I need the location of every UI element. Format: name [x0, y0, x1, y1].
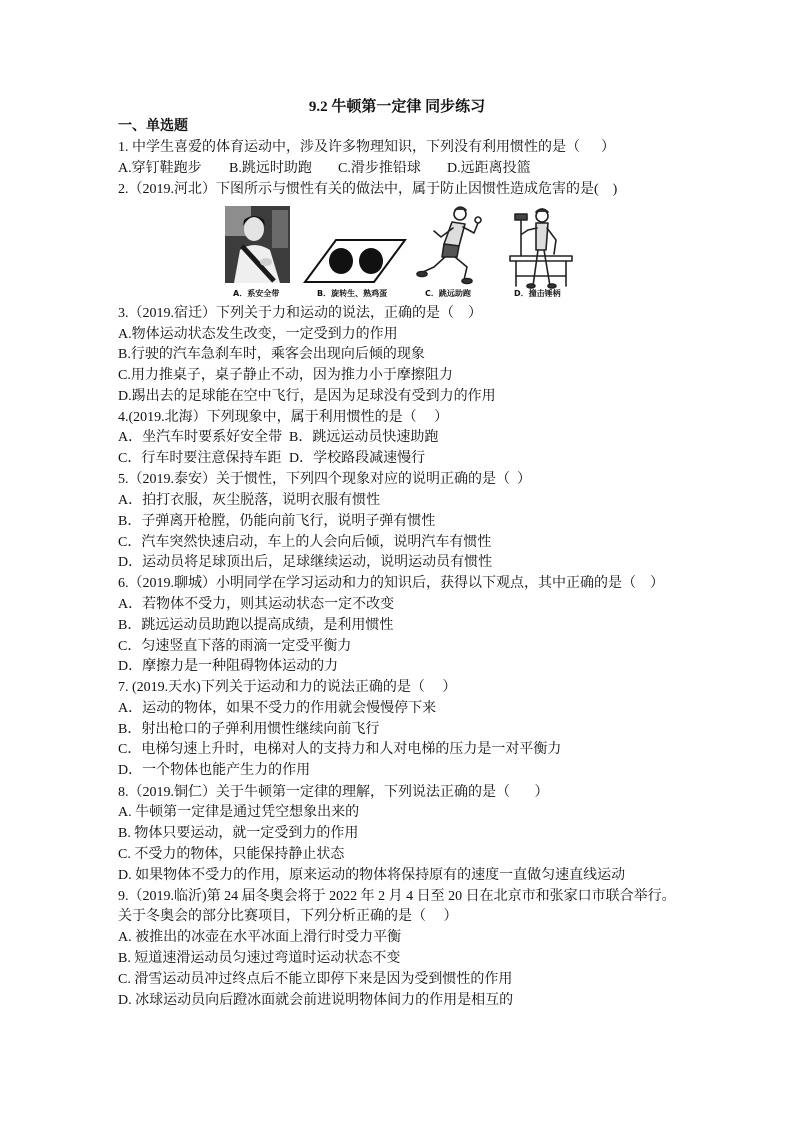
- question-1-option-a: A.穿钉鞋跑步: [118, 161, 202, 176]
- question-9-option-c: C. 滑雪运动员冲过终点后不能立即停下来是因为受到惯性的作用: [118, 972, 513, 987]
- question-7-option-c: C．电梯匀速上升时，电梯对人的支持力和人对电梯的压力是一对平衡力: [118, 742, 562, 757]
- question-8-stem: 8.（2019.铜仁）关于牛顿第一定律的理解，下列说法正确的是（ ）: [118, 785, 549, 800]
- question-5-option-a: A．拍打衣服，灰尘脱落，说明衣服有惯性: [118, 493, 381, 508]
- question-1-option-c: C.滑步推铅球: [338, 161, 421, 176]
- figure-c-caption: C．跳远助跑: [425, 289, 471, 298]
- question-6-stem: 6.（2019.聊城）小明同学在学习运动和力的知识后，获得以下观点，其中正确的是（ ）: [118, 576, 664, 591]
- question-3-option-c: C.用力推桌子，桌子静止不动，因为推力小于摩擦阻力: [118, 368, 453, 383]
- question-8-option-a: A. 牛顿第一定律是通过凭空想象出来的: [118, 805, 360, 820]
- question-7-stem: 7. (2019.天水)下列关于运动和力的说法正确的是（ ）: [118, 680, 457, 695]
- question-4-stem: 4.(2019.北海）下列现象中，属于利用惯性的是（ ）: [118, 410, 449, 425]
- section-title: 一、单选题: [118, 119, 188, 134]
- figure-b-caption: B．旋转生、熟鸡蛋: [317, 289, 388, 298]
- question-1-stem: 1. 中学生喜爱的体育运动中，涉及许多物理知识，下列没有利用惯性的是（ ）: [118, 140, 615, 155]
- question-8-option-d: D. 如果物体不受力的作用，原来运动的物体将保持原有的速度一直做匀速直线运动: [118, 868, 626, 883]
- long-jump-runner-illustration: [417, 207, 481, 284]
- question-7-option-a: A．运动的物体，如果不受力的作用就会慢慢停下来: [118, 701, 437, 716]
- question-4-option-b: B．跳远运动员快速助跑: [289, 430, 439, 445]
- question-5-option-d: D．运动员将足球顶出后，足球继续运动，说明运动员有惯性: [118, 555, 493, 570]
- question-9-option-d: D. 冰球运动员向后蹬冰面就会前进说明物体间力的作用是相互的: [118, 993, 514, 1008]
- question-8-option-c: C. 不受力的物体，只能保持静止状态: [118, 847, 345, 862]
- question-5-option-c: C．汽车突然快速启动，车上的人会向后倾，说明汽车有惯性: [118, 535, 492, 550]
- question-3-option-d: D.踢出去的足球能在空中飞行，是因为足球没有受到力的作用: [118, 389, 496, 404]
- question-4-option-a: A．坐汽车时要系好安全带: [118, 430, 283, 445]
- question-9-stem: 9.（2019.临沂)第 24 届冬奥会将于 2022 年 2 月 4 日至 20 日在北京市和张家口市联合举行。: [118, 889, 676, 904]
- question-7-option-b: B．射出枪口的子弹利用惯性继续向前飞行: [118, 722, 380, 737]
- question-6-option-b: B．跳远运动员助跑以提高成绩，是利用惯性: [118, 618, 394, 633]
- question-4-option-c: C．行车时要注意保持车距: [118, 451, 282, 466]
- question-6-option-a: A．若物体不受力，则其运动状态一定不改变: [118, 597, 395, 612]
- question-4-option-d: D．学校路段减速慢行: [289, 451, 426, 466]
- question-5-option-b: B．子弹离开枪膛，仍能向前飞行，说明子弹有惯性: [118, 514, 436, 529]
- question-9-stem-continued: 关于冬奥会的部分比赛项目，下列分析正确的是（ ）: [118, 909, 458, 924]
- figure-a-caption: A．系安全带: [233, 289, 280, 298]
- question-2-stem: 2.（2019.河北）下图所示与惯性有关的做法中，属于防止因惯性造成危害的是( ): [118, 182, 618, 197]
- worksheet-title: 9.2 牛顿第一定律 同步练习: [308, 99, 486, 115]
- question-1-option-d: D.远距离投篮: [447, 161, 531, 176]
- question-9-option-b: B. 短道速滑运动员匀速过弯道时运动状态不变: [118, 951, 401, 966]
- question-1-option-b: B.跳远时助跑: [229, 161, 312, 176]
- question-2-figures: [220, 200, 580, 305]
- hammer-handle-illustration: [510, 209, 572, 288]
- figure-d-caption: D．撞击锤柄: [514, 289, 561, 298]
- seatbelt-photo: [225, 206, 290, 283]
- question-3-option-b: B.行驶的汽车急刹车时，乘客会出现向后倾的现象: [118, 347, 425, 362]
- question-5-stem: 5.（2019.泰安）关于惯性，下列四个现象对应的说明正确的是（ ）: [118, 472, 531, 487]
- question-8-option-b: B. 物体只要运动，就一定受到力的作用: [118, 826, 359, 841]
- question-6-option-d: D．摩擦力是一种阻碍物体运动的力: [118, 659, 339, 674]
- question-9-option-a: A. 被推出的冰壶在水平冰面上滑行时受力平衡: [118, 930, 402, 945]
- question-3-option-a: A.物体运动状态发生改变，一定受到力的作用: [118, 327, 398, 342]
- question-3-stem: 3.（2019.宿迁）下列关于力和运动的说法，正确的是（ ）: [118, 306, 482, 321]
- question-6-option-c: C．匀速竖直下落的雨滴一定受平衡力: [118, 639, 352, 654]
- spinning-eggs-illustration: [305, 240, 405, 282]
- question-7-option-d: D．一个物体也能产生力的作用: [118, 763, 311, 778]
